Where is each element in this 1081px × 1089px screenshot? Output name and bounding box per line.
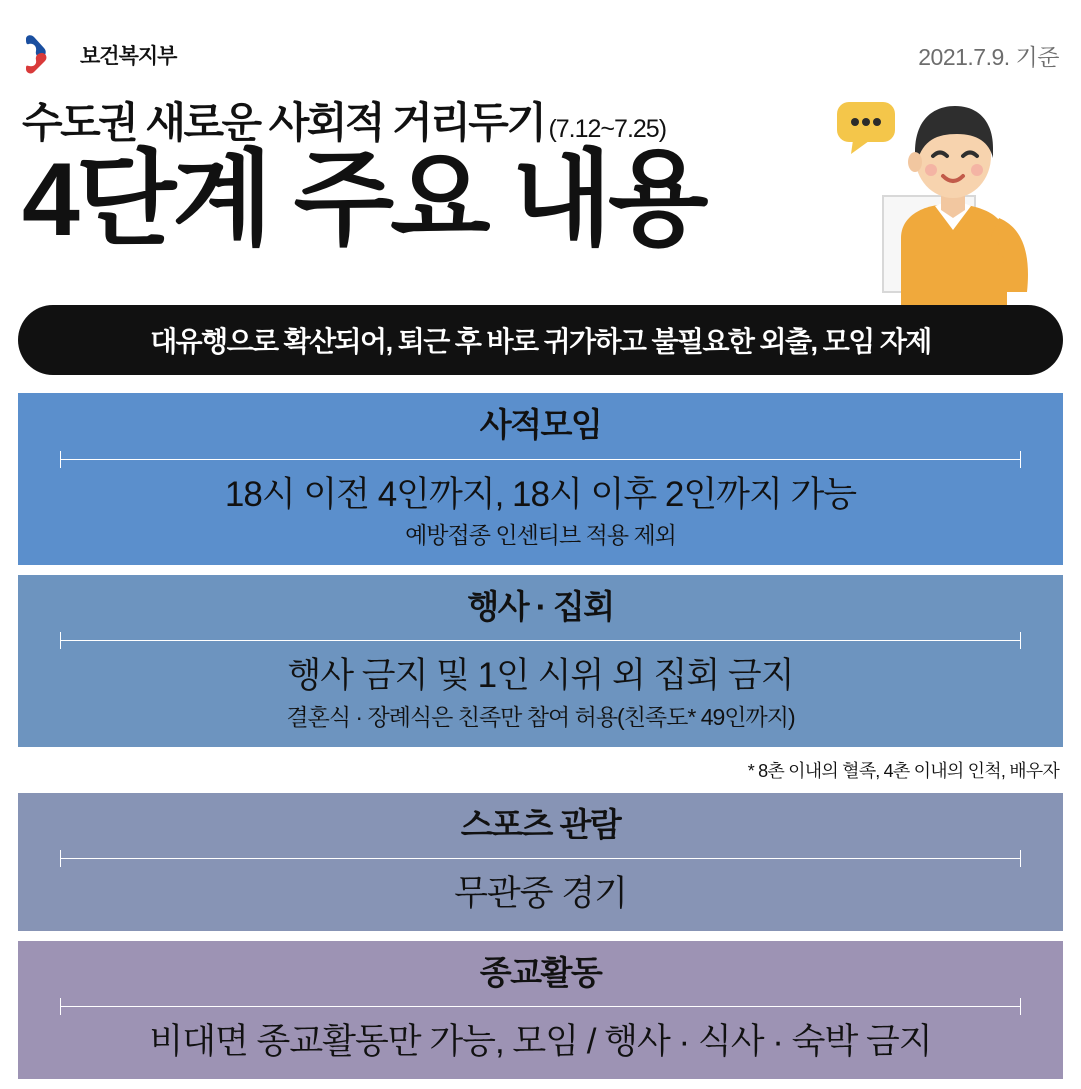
divider-tick-left [60, 632, 61, 649]
section-sub-text: 결혼식 · 장례식은 친족만 참여 허용(친족도* 49인까지) [286, 703, 795, 730]
title-period-text: (7.12~7.25) [548, 115, 667, 143]
section-main-text: 비대면 종교활동만 가능, 모임 / 행사 · 식사 · 숙박 금지 [149, 1022, 932, 1062]
title-main-text: 수도권 새로운 사회적 거리두기 [22, 99, 545, 146]
divider-tick-right [1020, 850, 1021, 867]
section-main-text: 무관중 경기 [454, 874, 627, 914]
section-main-text: 행사 금지 및 1인 시위 외 집회 금지 [287, 656, 794, 696]
date-stamp: 2021.7.9. 기준 [918, 43, 1059, 70]
divider-tick-left [60, 850, 61, 867]
section-events-assembly [18, 575, 1063, 747]
divider-tick-left [60, 998, 61, 1015]
brand-name-label: 보건복지부 [80, 45, 177, 68]
section-title: 종교활동 [479, 953, 602, 991]
speech-bubble-icon [837, 102, 895, 154]
divider-tick-left [60, 451, 61, 468]
divider-tick-right [1020, 632, 1021, 649]
section-title: 사적모임 [479, 406, 602, 443]
divider-tick-right [1020, 998, 1021, 1015]
ministry-emblem-icon [22, 33, 70, 77]
section-sub-text: 예방접종 인센티브 적용 제외 [405, 522, 676, 549]
section-divider [60, 450, 1021, 468]
section-religious-activity [18, 941, 1063, 1079]
section-sports-spectating [18, 793, 1063, 931]
title-block [22, 99, 852, 259]
ministry-brand [22, 33, 176, 77]
divider-tick-right [1020, 451, 1021, 468]
section-title: 행사 · 집회 [467, 587, 614, 625]
person-with-speech-bubble-illustration [831, 78, 1061, 308]
guideline-sections [18, 393, 1063, 1089]
section-divider [60, 849, 1021, 867]
section-divider [60, 997, 1021, 1015]
section-main-text: 18시 이전 4인까지, 18시 이후 2인까지 가능 [224, 474, 857, 514]
footnote-text: * 8촌 이내의 혈족, 4촌 이내의 인척, 배우자 [747, 760, 1059, 781]
notice-banner: 대유행으로 확산되어, 퇴근 후 바로 귀가하고 불필요한 외출, 모임 자제 [18, 305, 1063, 375]
poster-header [22, 28, 1059, 82]
title-headline: 4단계 주요 내용 [22, 142, 705, 259]
section-divider [60, 631, 1021, 649]
section-title: 스포츠 관람 [460, 805, 621, 843]
title-line-1 [22, 100, 852, 146]
section-private-gathering [18, 393, 1063, 565]
